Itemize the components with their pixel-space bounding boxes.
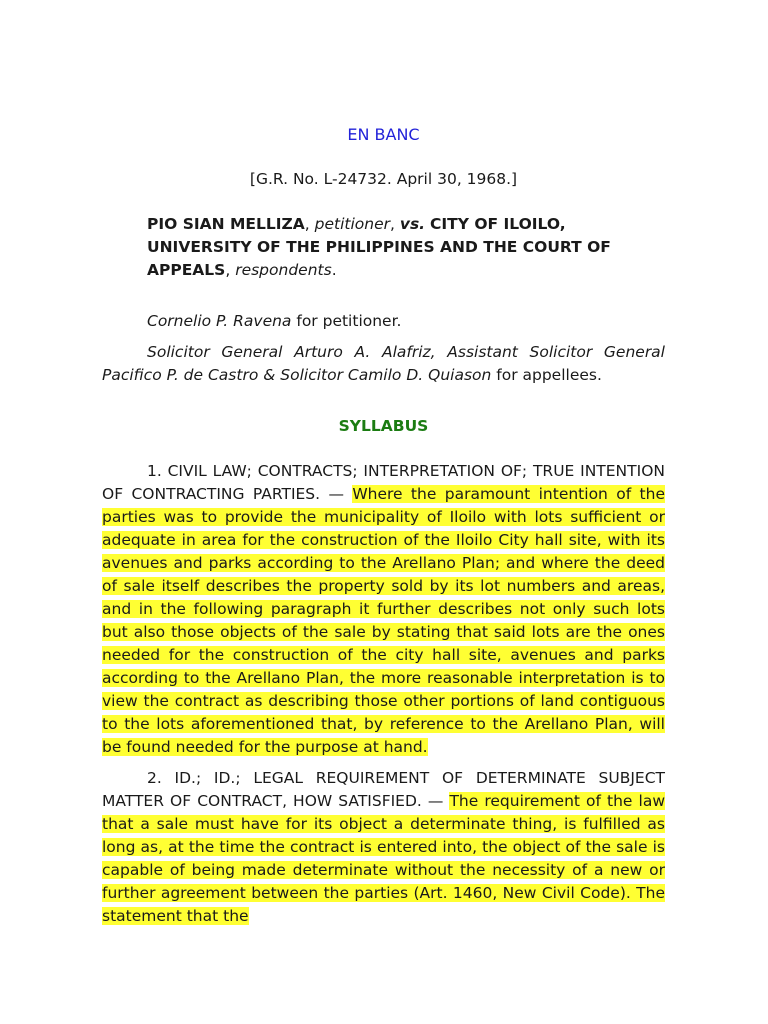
counsel-petitioner xyxy=(102,310,665,333)
case-title xyxy=(102,213,665,282)
syllabus-item-1 xyxy=(102,460,665,759)
counsel-names: Solicitor General Arturo A. Alafriz, Assistant Solicitor General Pacifico P. de Castro & Solicitor Camilo D. Quiason xyxy=(102,343,665,384)
petitioner-name: PIO SIAN MELLIZA xyxy=(147,215,305,233)
syllabus-heading: SYLLABUS xyxy=(338,417,429,435)
petitioner-role: petitioner xyxy=(314,215,390,233)
highlighted-text: The requirement of the law that a sale must have for its object a determinate thing, is fulfilled as long as, at the time the contract is entered into, the object of the sale is capable of being made determinate without the necessity of a new or further agreement between the parties (Art. 1460, New Civil Code). The statement that the xyxy=(102,792,665,925)
counsel-appellees xyxy=(102,341,665,387)
court-division: EN BANC xyxy=(347,125,420,144)
syllabus-item-heading: 2. ID.; ID.; LEGAL REQUIREMENT OF DETERMINATE SUBJECT MATTER OF CONTRACT, HOW SATISFIED. — xyxy=(102,769,665,810)
role-separator: , xyxy=(389,215,400,233)
counsel-role: for petitioner. xyxy=(291,312,402,330)
gr-number: [G.R. No. L-24732. April 30, 1968.] xyxy=(249,170,518,188)
petitioner-separator: , xyxy=(304,215,315,233)
counsel-names: Cornelio P. Ravena xyxy=(147,312,292,330)
respondents-role: respondents xyxy=(235,261,332,279)
versus: vs. xyxy=(399,215,426,233)
respondents-separator: , xyxy=(225,261,236,279)
highlighted-text: Where the paramount intention of the parties was to provide the municipality of Iloilo with lots sufficient or adequate in area for the construction of the Iloilo City hall site, with its avenues and parks according to the Arellano Plan; and where the deed of sale itself describes the property sold by its lot numbers and areas, and in the following paragraph it further describes not only such lots but also those objects of the sale by stating that said lots are the ones needed for the construction of the city hall site, avenues and parks according to the Arellano Plan, the more reasonable interpretation is to view the contract as describing those other portions of land contiguous to the lots aforementioned that, by reference to the Arellano Plan, will be found needed for the purpose at hand. xyxy=(102,485,665,756)
respondents-names: CITY OF ILOILO, UNIVERSITY OF THE PHILIPPINES AND THE COURT OF APPEALS xyxy=(147,215,611,279)
counsel-role: for appellees. xyxy=(491,366,602,384)
syllabus-item-heading: 1. CIVIL LAW; CONTRACTS; INTERPRETATION OF; TRUE INTENTION OF CONTRACTING PARTIES. — xyxy=(102,462,665,503)
title-end: . xyxy=(331,261,337,279)
syllabus-item-2 xyxy=(102,767,665,928)
